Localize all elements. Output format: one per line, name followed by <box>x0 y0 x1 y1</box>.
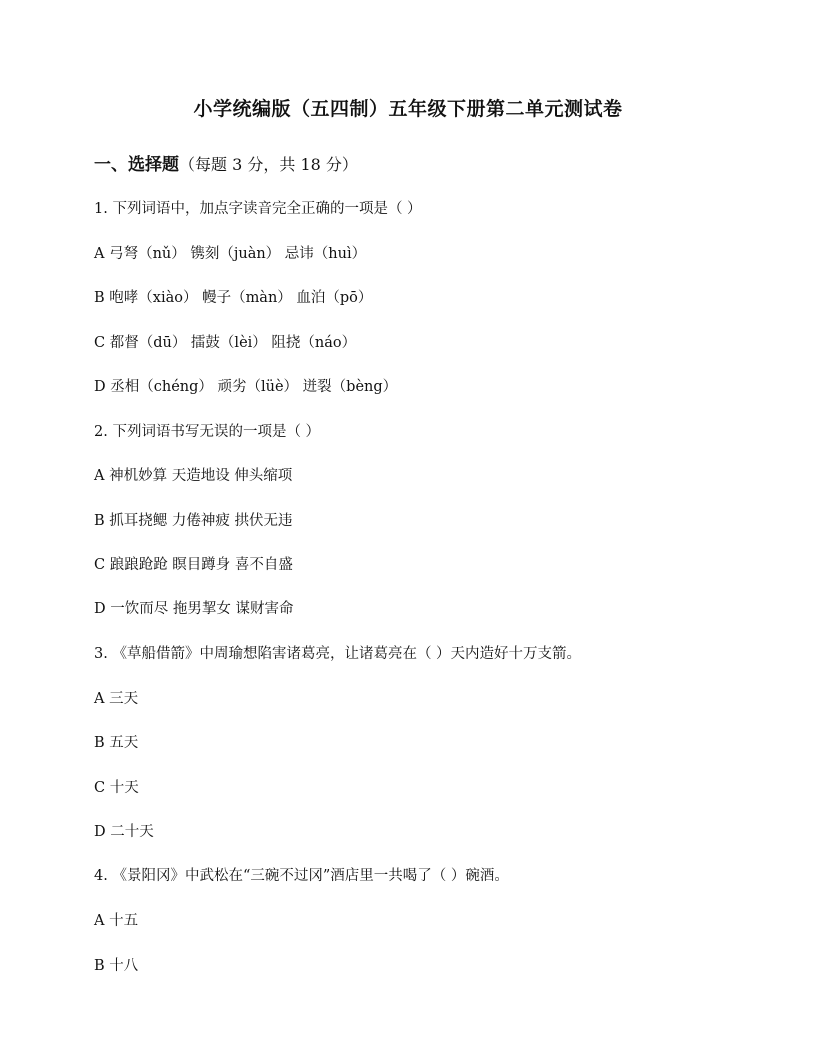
question-3-option-c: C 十天 <box>94 780 139 796</box>
question-1-option-c: C 都督（dū） 擂鼓（lèi） 阻挠（náo） <box>94 335 357 351</box>
question-2-stem: 2. 下列词语书写无误的一项是（ ） <box>94 424 321 440</box>
question-2-option-b: B 抓耳挠鳃 力倦神疲 拱伏无违 <box>94 513 293 529</box>
question-3-option-a: A 三天 <box>94 691 139 707</box>
page-title: 小学统编版（五四制）五年级下册第二单元测试卷 <box>193 98 623 120</box>
question-4-option-b: B 十八 <box>94 958 139 974</box>
question-1-option-d: D 丞相（chéng） 顽劣（lüè） 迸裂（bèng） <box>94 379 398 395</box>
question-1-stem: 1. 下列词语中，加点字读音完全正确的一项是（ ） <box>94 201 422 217</box>
section-score-note: （每题 3 分，共 18 分） <box>179 155 358 174</box>
section-heading <box>94 150 358 175</box>
question-2-option-c: C 踉踉跄跄 瞑目蹲身 喜不自盛 <box>94 557 293 573</box>
question-3-option-d: D 二十天 <box>94 824 154 840</box>
question-3-option-b: B 五天 <box>94 735 139 751</box>
question-2-option-d: D 一饮而尽 拖男挈女 谋财害命 <box>94 601 294 617</box>
question-3-stem: 3. 《草船借箭》中周瑜想陷害诸葛亮，让诸葛亮在（ ）天内造好十万支箭。 <box>94 646 582 662</box>
question-4-stem: 4. 《景阳冈》中武松在“三碗不过冈”酒店里一共喝了（ ）碗酒。 <box>94 868 509 884</box>
question-1-option-b: B 咆哮（xiào） 幔子（màn） 血泊（pō） <box>94 290 373 306</box>
question-2-option-a: A 神机妙算 天造地设 伸头缩项 <box>94 468 293 484</box>
question-4-option-a: A 十五 <box>94 913 139 929</box>
question-1-option-a: A 弓弩（nǔ） 镌刻（juàn） 忌讳（huì） <box>94 246 367 262</box>
section-heading-label: 一、选择题 <box>94 155 179 175</box>
